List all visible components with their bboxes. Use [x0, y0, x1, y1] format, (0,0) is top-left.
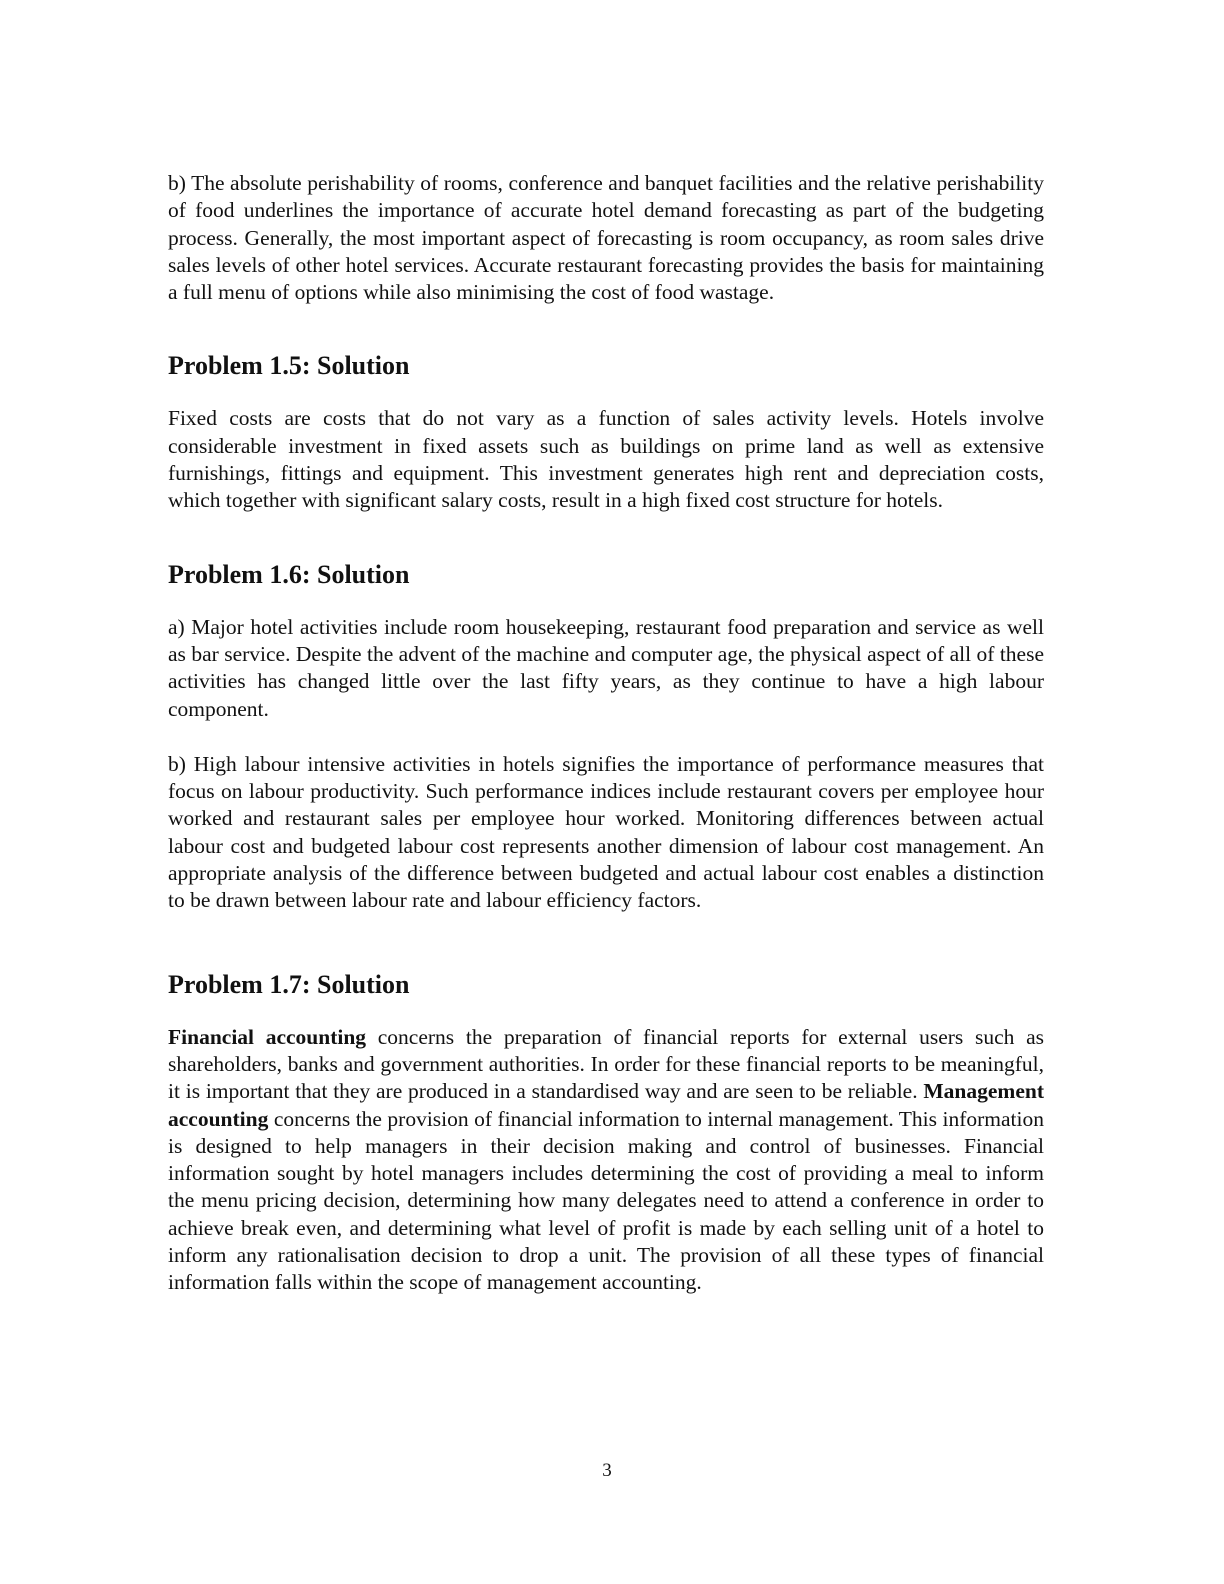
- page-number: 3: [602, 1460, 612, 1481]
- heading-problem-1-5: Problem 1.5: Solution: [168, 351, 410, 381]
- paragraph-1-6-a: a) Major hotel activities include room housekeeping, restaurant food preparation and service as well as bar service. Despite the advent of the machine and computer age, the physical aspect of all of these activities has changed little over the last fifty years, as they continue to have a high labour component.: [168, 614, 1044, 721]
- paragraph-1-7-text-2: concerns the provision of financial information to internal management. This information is designed to help managers in their decision making and control of businesses. Financial information sought by hotel managers includes determining the cost of providing a meal to inform the menu pricing decision, determining how many delegates need to attend a conference in order to achieve break even, and determining what level of profit is made by each selling unit of a hotel to inform any rationalisation decision to drop a unit. The provision of all these types of financial information falls within the scope of management accounting.: [168, 1106, 1044, 1295]
- heading-problem-1-7: Problem 1.7: Solution: [168, 969, 410, 999]
- heading-problem-1-6: Problem 1.6: Solution: [168, 559, 410, 589]
- paragraph-1-6-b: b) High labour intensive activities in hotels signifies the importance of performance measures that focus on labour productivity. Such performance indices include restaurant covers per employee hour worked and restaurant sales per employee hour worked. Monitoring differences between actual labour cost and budgeted labour cost represents another dimension of labour cost management. An appropriate analysis of the difference between budgeted and actual labour cost enables a distinction to be drawn between labour rate and labour efficiency factors.: [168, 751, 1044, 913]
- term-management-accounting: Management accounting: [168, 1079, 1044, 1131]
- paragraph-1-5: Fixed costs are costs that do not vary as a function of sales activity levels. Hotels involve considerable investment in fixed assets such as buildings on prime land as well as extensive furnishings, fittings and equipment. This investment generates high rent and depreciation costs, which together with significant salary costs, result in a high fixed cost structure for hotels.: [168, 406, 1044, 513]
- paragraph-1-7-text-1: concerns the preparation of financial reports for external users such as shareholders, banks and government authorities. In order for these financial reports to be meaningful, it is important that they are produced in a standardised way and are seen to be reliable.: [168, 1024, 1044, 1104]
- term-financial-accounting: Financial accounting: [168, 1024, 367, 1049]
- paragraph-1-4-b: b) The absolute perishability of rooms, conference and banquet facilities and the relative perishability of food underlines the importance of accurate hotel demand forecasting as part of the budgeting process. Generally, the most important aspect of forecasting is room occupancy, as room sales drive sales levels of other hotel services. Accurate restaurant forecasting provides the basis for maintaining a full menu of options while also minimising the cost of food wastage.: [168, 171, 1044, 305]
- document-page: [168, 170, 1044, 1297]
- paragraph-1-7: [168, 1024, 1044, 1297]
